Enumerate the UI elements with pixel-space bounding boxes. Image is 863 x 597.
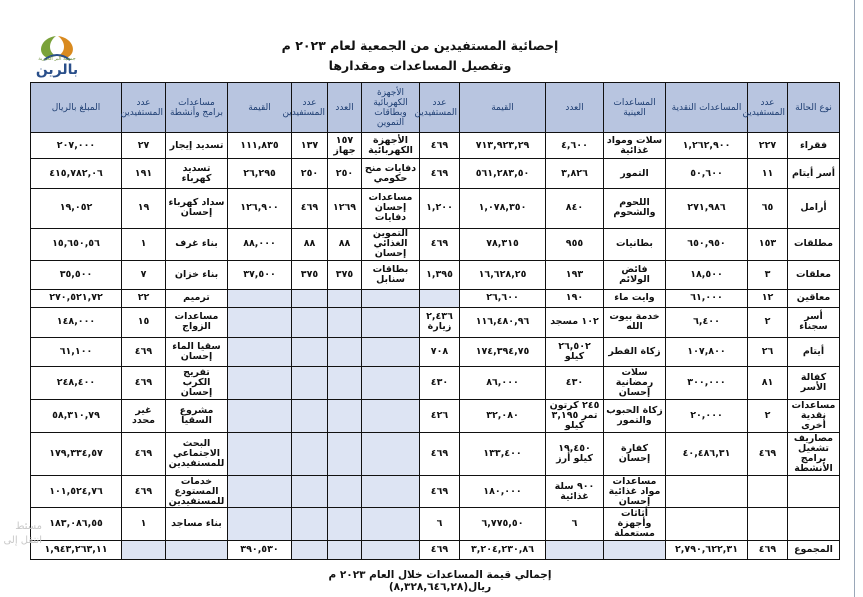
table-cell: أيتام <box>788 338 840 367</box>
table-cell: ٢٥٠ <box>292 159 328 188</box>
table-cell: التمور <box>604 159 666 188</box>
table-cell: ٢٧١,٩٨٦ <box>666 188 748 228</box>
table-cell: ٨٦,٠٠٠ <box>460 367 546 400</box>
table-cell <box>362 289 420 307</box>
table-cell: ٢٠٧,٠٠٠ <box>31 133 122 159</box>
table-cell <box>292 289 328 307</box>
table-cell: ١٥ <box>122 307 166 338</box>
table-cell <box>328 432 362 475</box>
column-header: المساعدات العينية <box>604 83 666 133</box>
table-cell <box>228 367 292 400</box>
column-header: العدد <box>328 83 362 133</box>
column-header: عدد المستفيدين <box>292 83 328 133</box>
table-row <box>31 289 840 307</box>
table-cell: ٦ <box>546 508 604 541</box>
table-cell: ١,٢٠٠ <box>420 188 460 228</box>
table-cell: ١٨٣,٠٨٦,٥٥ <box>31 508 122 541</box>
table-cell: ٤,٦٠٠ <box>546 133 604 159</box>
table-cell <box>328 475 362 508</box>
table-cell: ٥٦١,٢٨٣,٥٠ <box>460 159 546 188</box>
total-cell: المجموع <box>788 540 840 559</box>
table-cell: سقيا الماء إحسان <box>166 338 228 367</box>
table-cell: أسر سجناء <box>788 307 840 338</box>
column-header: المبلغ بالريال <box>31 83 122 133</box>
column-header: نوع الحالة <box>788 83 840 133</box>
table-cell: ٨٨ <box>328 228 362 261</box>
column-header: القيمة <box>228 83 292 133</box>
table-cell: ١٨,٥٠٠ <box>666 261 748 289</box>
column-header: عدد المستفيدين <box>748 83 788 133</box>
table-cell <box>328 400 362 433</box>
table-cell: زكاة الحبوب والتمور <box>604 400 666 433</box>
table-cell: ١٠٢ مسجد <box>546 307 604 338</box>
table-cell: ٤٦٩ <box>420 432 460 475</box>
table-cell: مساعدات إحسان دفايات <box>362 188 420 228</box>
table-cell: ٤٦٩ <box>122 475 166 508</box>
table-cell: مصاريف تشغيل برامج الأنشطة <box>788 432 840 475</box>
table-cell <box>362 508 420 541</box>
table-cell: ١,٢٦٢,٩٠٠ <box>666 133 748 159</box>
table-cell: ٦,٧٧٥,٥٠ <box>460 508 546 541</box>
table-cell: ٥٨,٣١٠,٧٩ <box>31 400 122 433</box>
table-cell: ٦ <box>420 508 460 541</box>
table-cell <box>292 475 328 508</box>
table-row <box>31 508 840 541</box>
table-cell: ٤٦٩ <box>420 159 460 188</box>
table-cell: تسديد كهرباء <box>166 159 228 188</box>
table-cell: ٦١,١٠٠ <box>31 338 122 367</box>
table-cell: مشروع السقيا <box>166 400 228 433</box>
total-cell <box>362 540 420 559</box>
table-cell: ٩٥٥ <box>546 228 604 261</box>
table-cell: غير محدد <box>122 400 166 433</box>
table-cell: الأجهزة الكهربائية <box>362 133 420 159</box>
table-cell: ١٢٦٩ <box>328 188 362 228</box>
table-cell: دفايات منح حكومي <box>362 159 420 188</box>
table-cell <box>328 367 362 400</box>
table-cell: ١٥٣ <box>748 228 788 261</box>
table-cell: ٢ <box>748 307 788 338</box>
table-cell: ١٥,٦٥٠,٥٦ <box>31 228 122 261</box>
table-cell: ٢٧ <box>122 133 166 159</box>
table-cell: ٤٦٩ <box>122 367 166 400</box>
table-cell <box>328 338 362 367</box>
table-row <box>31 475 840 508</box>
table-cell: خدمة بيوت الله <box>604 307 666 338</box>
total-cell <box>122 540 166 559</box>
table-cell <box>328 307 362 338</box>
table-cell: ٨٨,٠٠٠ <box>228 228 292 261</box>
column-header: مساعدات برامج وأنشطة <box>166 83 228 133</box>
total-cell <box>546 540 604 559</box>
table-cell: ٣,٨٢٦ <box>546 159 604 188</box>
activation-watermark <box>2 520 42 548</box>
table-cell: ٢٦,٢٩٥ <box>228 159 292 188</box>
total-cell: ٢,٧٩٠,٦٢٢,٣١ <box>666 540 748 559</box>
table-cell <box>228 307 292 338</box>
table-cell: ١٣٧ <box>292 133 328 159</box>
table-cell <box>292 400 328 433</box>
table-cell: ١٥٧ جهاز <box>328 133 362 159</box>
table-cell <box>292 367 328 400</box>
watermark-line: مسئط <box>15 521 42 532</box>
table-cell: ٢٢٧ <box>748 133 788 159</box>
table-cell: ٣٠٠,٠٠٠ <box>666 367 748 400</box>
table-cell: ٤٦٩ <box>748 432 788 475</box>
table-cell: ٣٥,٥٠٠ <box>31 261 122 289</box>
watermark-line: انتقل إلى <box>3 535 42 546</box>
table-cell: مطلقات <box>788 228 840 261</box>
table-cell: ٤٦٩ <box>420 475 460 508</box>
table-cell: ١٩,٤٥٠ كيلو أرز <box>546 432 604 475</box>
table-cell <box>362 432 420 475</box>
table-cell: التموين الغذائي إحسان <box>362 228 420 261</box>
column-header: العدد <box>546 83 604 133</box>
table-row <box>31 307 840 338</box>
table-cell: ٢٤٥ كرتون تمر ٣,١٩٥ كيلو <box>546 400 604 433</box>
table-cell: كفارة إحسان <box>604 432 666 475</box>
column-header: عدد المستفيدين <box>420 83 460 133</box>
table-cell: ٨٤٠ <box>546 188 604 228</box>
table-cell: ٤٦٩ <box>420 228 460 261</box>
table-cell: مساعدات الزواج <box>166 307 228 338</box>
table-cell: ١١ <box>748 159 788 188</box>
table-cell: ١٠٧,٨٠٠ <box>666 338 748 367</box>
table-cell: بناء غرف <box>166 228 228 261</box>
table-cell <box>328 508 362 541</box>
table-cell: ٢٦,٥٠٢ كيلو <box>546 338 604 367</box>
table-cell: أسر أيتام <box>788 159 840 188</box>
table-cell <box>362 475 420 508</box>
table-cell: ٣٧٥ <box>292 261 328 289</box>
total-cell: ٤٦٩ <box>748 540 788 559</box>
table-cell: ٢٤٨,٤٠٠ <box>31 367 122 400</box>
column-header: المساعدات النقدية <box>666 83 748 133</box>
table-cell: ١٧٩,٣٣٤,٥٧ <box>31 432 122 475</box>
table-cell: مساعدات نقدية أخرى <box>788 400 840 433</box>
total-cell <box>292 540 328 559</box>
table-cell: بطاقات سنابل <box>362 261 420 289</box>
table-cell: فائض الولائم <box>604 261 666 289</box>
total-cell: ٣,٢٠٤,٢٣٠,٨٦ <box>460 540 546 559</box>
table-cell <box>788 475 840 508</box>
total-cell <box>604 540 666 559</box>
table-cell: ١٩٣ <box>546 261 604 289</box>
table-cell: ٧١٣,٩٢٣,٢٩ <box>460 133 546 159</box>
table-cell <box>748 508 788 541</box>
table-cell: ٢٧٠,٥٢١,٧٢ <box>31 289 122 307</box>
table-cell <box>292 338 328 367</box>
table-cell: ٤٦٩ <box>292 188 328 228</box>
table-cell <box>362 338 420 367</box>
table-cell: ٩٠٠ سلة غذائية <box>546 475 604 508</box>
table-cell <box>362 307 420 338</box>
table-cell: كفالة الأسر <box>788 367 840 400</box>
table-cell: سلات ومواد غذائية <box>604 133 666 159</box>
logo-text: بالرين <box>35 62 79 78</box>
table-cell: ٣٧٥ <box>328 261 362 289</box>
logo-subtext: جمعية البر الخيرية <box>38 56 76 62</box>
table-cell: ٢٥٠ <box>328 159 362 188</box>
table-cell <box>228 289 292 307</box>
total-cell: ٤٦٩ <box>420 540 460 559</box>
table-cell <box>228 338 292 367</box>
table-cell: معاقين <box>788 289 840 307</box>
table-cell: ١٤٨,٠٠٠ <box>31 307 122 338</box>
table-cell: ٧ <box>122 261 166 289</box>
table-cell: ٧٠٨ <box>420 338 460 367</box>
total-cell <box>166 540 228 559</box>
table-cell: أثاثات وأجهزة مستعملة <box>604 508 666 541</box>
table-cell: بناء خزان <box>166 261 228 289</box>
table-cell: ٢٠,٠٠٠ <box>666 400 748 433</box>
table-cell: زكاة الفطر <box>604 338 666 367</box>
table-cell: ٤١٥,٧٨٢,٠٦ <box>31 159 122 188</box>
table-cell: ٤٦٩ <box>122 432 166 475</box>
table-cell: أرامل <box>788 188 840 228</box>
table-cell <box>228 508 292 541</box>
table-cell: ٤٦٩ <box>122 338 166 367</box>
table-cell <box>666 508 748 541</box>
association-logo <box>26 32 88 84</box>
table-cell: ١٢ <box>748 289 788 307</box>
table-row <box>31 338 840 367</box>
table-cell <box>292 307 328 338</box>
table-cell: ١ <box>122 228 166 261</box>
table-cell: ٦١,٠٠٠ <box>666 289 748 307</box>
table-cell: ١,٣٩٥ <box>420 261 460 289</box>
table-cell: ٤٣٠ <box>420 367 460 400</box>
table-cell <box>228 400 292 433</box>
table-row <box>31 188 840 228</box>
table-cell: وايت ماء <box>604 289 666 307</box>
table-cell: ٦,٤٠٠ <box>666 307 748 338</box>
column-header: القيمة <box>460 83 546 133</box>
table-cell: ١٩٠ <box>546 289 604 307</box>
table-cell: ١٨٠,٠٠٠ <box>460 475 546 508</box>
table-cell: سداد كهرباء إحسان <box>166 188 228 228</box>
table-cell: ٢ <box>748 400 788 433</box>
table-cell: ٨١ <box>748 367 788 400</box>
table-cell: مساعدات مواد غذائية إحسان <box>604 475 666 508</box>
table-cell: معلقات <box>788 261 840 289</box>
table-cell: ٣ <box>748 261 788 289</box>
table-row <box>31 367 840 400</box>
table-cell: ٢,٤٣٦ زيارة <box>420 307 460 338</box>
total-row <box>31 540 840 559</box>
table-cell <box>328 289 362 307</box>
table-cell <box>666 475 748 508</box>
table-cell <box>228 475 292 508</box>
table-row <box>31 228 840 261</box>
table-cell: ١٦,٦٢٨,٢٥ <box>460 261 546 289</box>
table-cell: ٧٨,٣١٥ <box>460 228 546 261</box>
table-cell: خدمات المستودع للمستفيدين <box>166 475 228 508</box>
table-cell: ١٩ <box>122 188 166 228</box>
column-header: الأجهزة الكهربائية وبطاقات التموين <box>362 83 420 133</box>
table-cell: ٤٣٠ <box>546 367 604 400</box>
table-cell: ١٧٤,٣٩٤,٧٥ <box>460 338 546 367</box>
table-cell: ١,٠٧٨,٣٥٠ <box>460 188 546 228</box>
table-cell: ٥٠,٦٠٠ <box>666 159 748 188</box>
table-header-row <box>31 83 840 133</box>
table-cell: ١٩١ <box>122 159 166 188</box>
total-cell: ١,٩٤٣,٢٦٣,١١ <box>31 540 122 559</box>
total-cell: ٣٩٠,٥٣٠ <box>228 540 292 559</box>
table-cell: ترميم <box>166 289 228 307</box>
table-row <box>31 261 840 289</box>
table-cell <box>362 400 420 433</box>
table-cell: ١١١,٨٣٥ <box>228 133 292 159</box>
table-cell: بطانيات <box>604 228 666 261</box>
table-cell: ١٠١,٥٢٤,٧٦ <box>31 475 122 508</box>
table-cell: ٨٨ <box>292 228 328 261</box>
table-cell: ٢٢ <box>122 289 166 307</box>
table-cell <box>292 432 328 475</box>
table-cell: ١٣٣,٤٠٠ <box>460 432 546 475</box>
table-cell: ١ <box>122 508 166 541</box>
table-cell: ٣٧,٥٠٠ <box>228 261 292 289</box>
page-title: إحصائية المستفيدين من الجمعية لعام ٢٠٢٣ م <box>281 38 559 53</box>
table-row <box>31 432 840 475</box>
table-cell <box>788 508 840 541</box>
table-row <box>31 133 840 159</box>
table-cell: ١١٦,٤٨٠,٩٦ <box>460 307 546 338</box>
table-cell: تسديد إيجار <box>166 133 228 159</box>
page-subtitle: وتفصيل المساعدات ومقدارها <box>328 58 512 73</box>
total-footer: إجمالي قيمة المساعدات خلال العام ٢٠٢٣ م ريال(٨,٣٢٨,٦٤٦,٢٨) <box>328 569 552 593</box>
table-cell: ١٢٦,٩٠٠ <box>228 188 292 228</box>
table-row <box>31 400 840 433</box>
table-cell: فقراء <box>788 133 840 159</box>
total-cell <box>328 540 362 559</box>
table-row <box>31 159 840 188</box>
table-cell: بناء مساجد <box>166 508 228 541</box>
table-cell: ٢٦ <box>748 338 788 367</box>
table-cell: ٢٦,٦٠٠ <box>460 289 546 307</box>
table-cell: اللحوم والشحوم <box>604 188 666 228</box>
table-cell <box>420 289 460 307</box>
beneficiaries-table <box>30 82 840 560</box>
table-cell: ٦٥٠,٩٥٠ <box>666 228 748 261</box>
column-header: عدد المستفيدين <box>122 83 166 133</box>
table-cell <box>748 475 788 508</box>
table-cell: البحث الاجتماعي للمستفيدين <box>166 432 228 475</box>
table-cell: سلات رمضانية إحسان <box>604 367 666 400</box>
table-cell <box>362 367 420 400</box>
table-cell <box>228 432 292 475</box>
table-cell <box>292 508 328 541</box>
table-cell: تفريج الكرب إحسان <box>166 367 228 400</box>
table-cell: ٤٢٦ <box>420 400 460 433</box>
table-cell: ٦٥ <box>748 188 788 228</box>
table-cell: ٣٢,٠٨٠ <box>460 400 546 433</box>
table-cell: ٤٦٩ <box>420 133 460 159</box>
table-cell: ١٩,٠٥٢ <box>31 188 122 228</box>
table-cell: ٤٠,٤٨٦,٣١ <box>666 432 748 475</box>
